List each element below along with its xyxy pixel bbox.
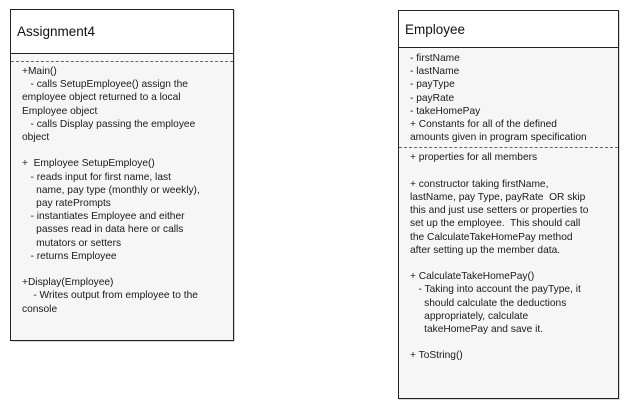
method-line: + constructor taking firstName,	[410, 178, 549, 190]
method-line: - calls SetupEmployee() assign the	[22, 79, 188, 91]
class-box-assignment4	[10, 9, 234, 341]
method-line: employee object returned to a local	[22, 92, 181, 104]
method-line: object	[22, 132, 50, 144]
attribute-line: - lastName	[410, 66, 460, 78]
method-line: set up the employee. This should call	[410, 218, 581, 230]
method-line: name, pay type (monthly or weekly),	[22, 184, 200, 196]
method-line: mutators or setters	[22, 237, 122, 249]
blank-line	[399, 336, 618, 349]
method-line: - Writes output from employee to the	[22, 290, 198, 302]
attribute-line: - takeHomePay	[410, 105, 481, 117]
attribute-line: + Constants for all of the defined	[410, 119, 557, 131]
method-line: takeHomePay and save it.	[410, 324, 544, 336]
blank-line	[399, 257, 618, 270]
method-line: - Taking into account the payType, it	[410, 284, 581, 296]
method-line: + Employee SetupEmploye()	[22, 158, 155, 170]
blank-line	[11, 263, 233, 276]
class-title: Employee	[399, 11, 618, 48]
attribute-line: amounts given in program specification	[410, 132, 587, 144]
method-line: - calls Display passing the employee	[22, 118, 196, 130]
class-title: Assignment4	[11, 10, 233, 54]
method-line: +Main()	[22, 66, 57, 77]
method-line: - reads input for first name, last	[22, 171, 171, 183]
method-line: + properties for all members	[410, 152, 538, 164]
blank-line	[11, 144, 233, 157]
method-line: console	[22, 303, 58, 315]
attribute-line: - payType	[410, 79, 455, 91]
class-box-employee	[398, 10, 619, 399]
method-line: pay ratePrompts	[22, 198, 111, 210]
method-line: after setting up the member data.	[410, 244, 561, 256]
methods-compartment	[11, 62, 233, 316]
attributes-compartment	[399, 48, 618, 147]
method-line: should calculate the deductions	[410, 297, 567, 309]
attribute-line: - firstName	[410, 53, 460, 64]
methods-compartment	[399, 148, 618, 362]
attribute-line: - payRate	[410, 92, 455, 104]
method-line: - instantiates Employee and either	[22, 211, 185, 223]
method-line: +Display(Employee)	[22, 277, 114, 289]
method-line: the CalculateTakeHomePay method	[410, 231, 573, 243]
blank-line	[399, 165, 618, 178]
method-line: - returns Employee	[22, 250, 117, 262]
method-line: Employee object	[22, 105, 98, 117]
method-line: appropriately, calculate	[410, 310, 529, 322]
method-line: + ToString()	[410, 350, 463, 362]
method-line: passes read in data here or calls	[22, 224, 184, 236]
method-line: this and just use setters or properties to	[410, 205, 589, 217]
method-line: + CalculateTakeHomePay()	[410, 271, 535, 283]
method-line: lastName, pay Type, payRate OR skip	[410, 192, 586, 204]
